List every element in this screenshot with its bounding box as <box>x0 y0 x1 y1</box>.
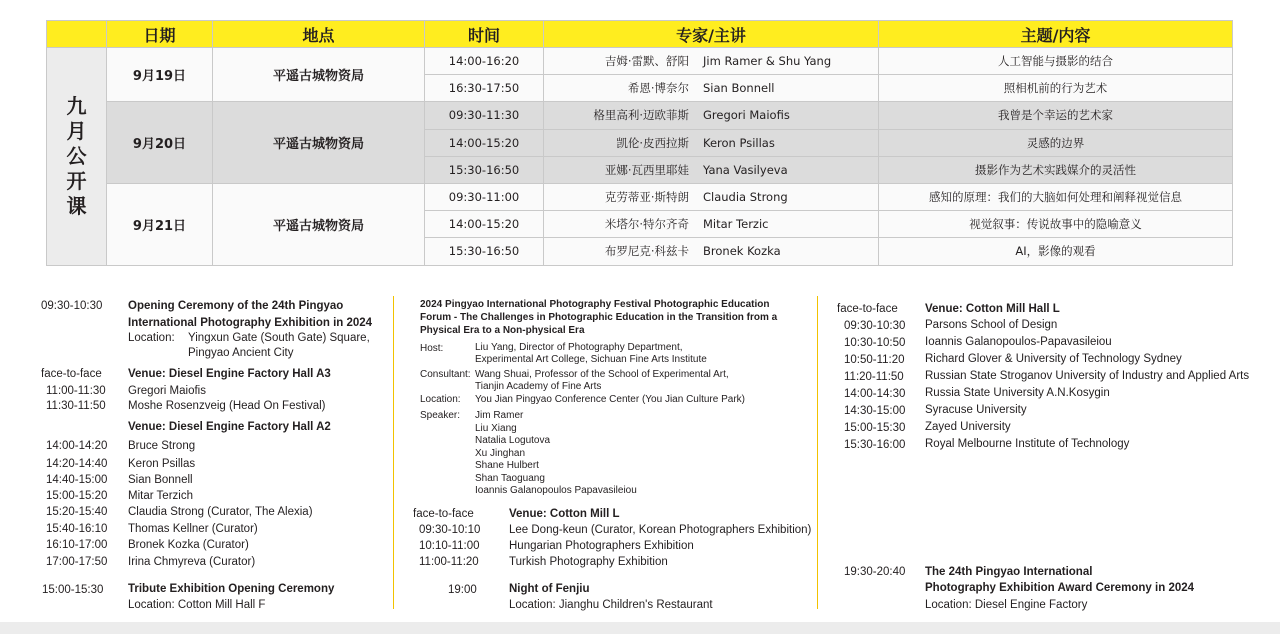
item-time: 15:30-16:00 <box>844 439 906 451</box>
location-cell: 平遥古城物资局 <box>213 48 425 102</box>
date-cell: 9月19日 <box>107 48 213 102</box>
speaker-en: Gregori Maiofis <box>703 108 790 123</box>
speaker-en: Jim Ramer & Shu Yang <box>703 54 832 69</box>
month-char: 开 <box>66 168 87 193</box>
speaker-cn: 凯伦·皮西拉斯 <box>616 135 689 150</box>
item-text: Zayed University <box>925 421 1011 433</box>
venue-cotton-mill-hall-l: Venue: Cotton Mill Hall L <box>925 303 1060 315</box>
item-text: Gregori Maiofis <box>128 385 206 397</box>
item-time: 15:20-15:40 <box>46 506 108 518</box>
topic-cell: 照相机前的行为艺术 <box>879 75 1233 102</box>
topic-cell: 人工智能与摄影的结合 <box>879 48 1233 75</box>
speaker-cn: 希恩·博奈尔 <box>627 81 689 96</box>
opening-time: 09:30-10:30 <box>41 300 103 312</box>
speaker-cell <box>544 102 879 129</box>
item-time: 16:10-17:00 <box>46 539 108 551</box>
award-time: 19:30-20:40 <box>844 566 906 578</box>
award-title-line1: The 24th Pingyao International <box>925 566 1093 578</box>
schedule-column-1 <box>0 296 392 616</box>
month-char: 课 <box>66 193 87 218</box>
topic-cell: 感知的原理：我们的大脑如何处理和阐释视觉信息 <box>879 183 1233 210</box>
item-text: Syracuse University <box>925 404 1027 416</box>
table-row <box>47 183 1233 210</box>
opening-title-line2: International Photography Exhibition in 2024 <box>128 317 373 329</box>
item-text: Sian Bonnell <box>128 474 193 486</box>
item-text: Ioannis Galanopoulos-Papavasileiou <box>925 336 1112 348</box>
speaker-name: Xu Jinghan <box>475 447 526 459</box>
location-cell: 平遥古城物资局 <box>213 102 425 184</box>
header-date: 日期 <box>107 21 213 48</box>
month-char: 九 <box>66 93 87 118</box>
schedule-column-2 <box>394 296 816 616</box>
venue-a3: Venue: Diesel Engine Factory Hall A3 <box>128 368 331 380</box>
night-location: Location: Jianghu Children's Restaurant <box>509 599 713 611</box>
item-text: Lee Dong-keun (Curator, Korean Photographers Exhibition) <box>509 524 812 536</box>
host-line2: Experimental Art College, Sichuan Fine Arts Institute <box>475 354 707 365</box>
award-location: Location: Diesel Engine Factory <box>925 599 1088 611</box>
time-cell: 15:30-16:50 <box>425 156 544 183</box>
item-time: 14:40-15:00 <box>46 474 108 486</box>
speaker-cn: 布罗尼克·科兹卡 <box>604 244 689 259</box>
speaker-cell <box>544 238 879 265</box>
page-bottom-band <box>0 622 1280 634</box>
speaker-cn: 亚娜·瓦西里耶娃 <box>604 162 689 177</box>
item-time: 15:00-15:30 <box>844 422 906 434</box>
consultant-line2: Tianjin Academy of Fine Arts <box>475 381 602 392</box>
date-cell: 9月20日 <box>107 102 213 184</box>
schedule-table <box>46 20 1233 266</box>
item-time: 14:00-14:30 <box>844 388 906 400</box>
speaker-en: Claudia Strong <box>703 190 788 205</box>
item-text: Mitar Terzich <box>128 490 193 502</box>
speaker-en: Bronek Kozka <box>703 244 781 259</box>
face-to-face-label: face-to-face <box>837 303 898 315</box>
tribute-location: Location: Cotton Mill Hall F <box>128 599 266 611</box>
item-time: 15:00-15:20 <box>46 490 108 502</box>
header-location: 地点 <box>213 21 425 48</box>
speaker-cn: 克劳蒂亚·斯特朗 <box>604 190 689 205</box>
item-time: 11:20-11:50 <box>844 371 904 383</box>
speaker-en: Keron Psillas <box>703 135 775 150</box>
speaker-label: Speaker: <box>420 410 461 421</box>
header-time: 时间 <box>425 21 544 48</box>
time-cell: 14:00-15:20 <box>425 211 544 238</box>
topic-cell: 我曾是个幸运的艺术家 <box>879 102 1233 129</box>
item-text: Parsons School of Design <box>925 319 1058 331</box>
item-text: Bruce Strong <box>128 440 196 452</box>
tribute-title: Tribute Exhibition Opening Ceremony <box>128 583 335 595</box>
month-char: 月 <box>66 118 87 143</box>
topic-cell: AI，影像的观看 <box>879 238 1233 265</box>
night-title: Night of Fenjiu <box>509 583 590 595</box>
table-row <box>47 102 1233 129</box>
time-cell: 14:00-15:20 <box>425 129 544 156</box>
item-time: 10:30-10:50 <box>844 337 906 349</box>
speaker-name: Shan Taoguang <box>475 472 545 484</box>
item-text: Hungarian Photographers Exhibition <box>509 540 694 552</box>
face-to-face-label: face-to-face <box>41 368 102 380</box>
month-char: 公 <box>66 143 87 168</box>
time-cell: 09:30-11:00 <box>425 183 544 210</box>
item-text: Irina Chmyreva (Curator) <box>128 556 256 568</box>
speaker-cn: 格里高利·迈欧菲斯 <box>593 108 689 123</box>
speaker-name: Ioannis Galanopoulos Papavasileiou <box>475 485 637 496</box>
item-time: 10:50-11:20 <box>844 354 905 366</box>
date-cell: 9月21日 <box>107 183 213 265</box>
item-time: 15:40-16:10 <box>46 523 108 535</box>
item-text: Keron Psillas <box>128 458 196 470</box>
venue-cotton-mill-l: Venue: Cotton Mill L <box>509 508 620 520</box>
header-speaker: 专家/主讲 <box>544 21 879 48</box>
speaker-cell <box>544 156 879 183</box>
item-time: 14:30-15:00 <box>844 405 906 417</box>
item-text: Bronek Kozka (Curator) <box>128 539 249 551</box>
time-cell: 15:30-16:50 <box>425 238 544 265</box>
speaker-en: Yana Vasilyeva <box>703 162 788 177</box>
speaker-en: Sian Bonnell <box>703 81 775 96</box>
forum-title-line2: Forum - The Challenges in Photographic Education in the Transition from a <box>420 312 778 323</box>
speaker-name: Shane Hulbert <box>475 460 539 471</box>
topic-cell: 视觉叙事：传说故事中的隐喻意义 <box>879 211 1233 238</box>
speaker-name: Natalia Logutova <box>475 435 551 446</box>
topic-cell: 灵感的边界 <box>879 129 1233 156</box>
speaker-cell <box>544 75 879 102</box>
item-time: 14:00-14:20 <box>46 440 108 452</box>
speaker-cn: 米塔尔·特尔齐奇 <box>604 217 689 232</box>
venue-a2: Venue: Diesel Engine Factory Hall A2 <box>128 421 331 433</box>
forum-title-line1: 2024 Pingyao International Photography Festival Photographic Education <box>420 299 770 310</box>
speaker-en: Mitar Terzic <box>703 217 769 232</box>
opening-location-line1: Yingxun Gate (South Gate) Square, <box>188 332 370 344</box>
topic-cell: 摄影作为艺术实践媒介的灵活性 <box>879 156 1233 183</box>
forum-location: You Jian Pingyao Conference Center (You Jian Culture Park) <box>475 394 745 405</box>
speaker-name: Jim Ramer <box>475 410 524 421</box>
host-label: Host: <box>420 343 444 354</box>
forum-title-line3: Physical Era to a Non-physical Era <box>420 325 585 336</box>
item-time: 10:10-11:00 <box>419 540 480 552</box>
time-cell: 16:30-17:50 <box>425 75 544 102</box>
speaker-cn: 吉姆·雷默、舒阳 <box>604 54 689 69</box>
item-text: Royal Melbourne Institute of Technology <box>925 438 1130 450</box>
item-text: Russian State Stroganov University of Industry and Applied Arts <box>925 370 1250 382</box>
item-time: 11:30-11:50 <box>46 400 106 412</box>
item-text: Thomas Kellner (Curator) <box>128 523 258 535</box>
speaker-cell <box>544 183 879 210</box>
time-cell: 14:00-16:20 <box>425 48 544 75</box>
header-blank <box>47 21 107 48</box>
location-label: Location: <box>128 332 175 344</box>
month-label <box>47 48 107 266</box>
tribute-time: 15:00-15:30 <box>42 584 104 596</box>
item-time: 14:20-14:40 <box>46 458 108 470</box>
item-text: Turkish Photography Exhibition <box>509 556 668 568</box>
table-row <box>47 48 1233 75</box>
speaker-name: Liu Xiang <box>475 422 517 434</box>
host-line1: Liu Yang, Director of Photography Department, <box>475 342 683 353</box>
item-time: 11:00-11:20 <box>419 556 479 568</box>
location-label: Location: <box>420 394 461 405</box>
consultant-line1: Wang Shuai, Professor of the School of Experimental Art, <box>475 369 729 380</box>
award-title-line2: Photography Exhibition Award Ceremony in 2024 <box>925 582 1195 594</box>
schedule-column-3 <box>818 296 1280 616</box>
item-text: Russia State University A.N.Kosygin <box>925 387 1110 399</box>
item-time: 11:00-11:30 <box>46 385 106 397</box>
header-topic: 主题/内容 <box>879 21 1233 48</box>
opening-location-line2: Pingyao Ancient City <box>188 347 294 359</box>
opening-title-line1: Opening Ceremony of the 24th Pingyao <box>128 300 344 312</box>
consultant-label: Consultant: <box>420 369 471 380</box>
speaker-cell <box>544 48 879 75</box>
speaker-cell <box>544 129 879 156</box>
item-text: Richard Glover & University of Technology Sydney <box>925 353 1182 365</box>
item-text: Claudia Strong (Curator, The Alexia) <box>128 506 313 518</box>
time-cell: 09:30-11:30 <box>425 102 544 129</box>
item-text: Moshe Rosenzveig (Head On Festival) <box>128 400 326 412</box>
night-time: 19:00 <box>448 584 477 596</box>
speaker-cell <box>544 211 879 238</box>
face-to-face-label: face-to-face <box>413 508 474 520</box>
item-time: 09:30-10:30 <box>844 320 906 332</box>
item-time: 09:30-10:10 <box>419 524 481 536</box>
location-cell: 平遥古城物资局 <box>213 183 425 265</box>
table-header-row <box>47 21 1233 48</box>
item-time: 17:00-17:50 <box>46 556 108 568</box>
